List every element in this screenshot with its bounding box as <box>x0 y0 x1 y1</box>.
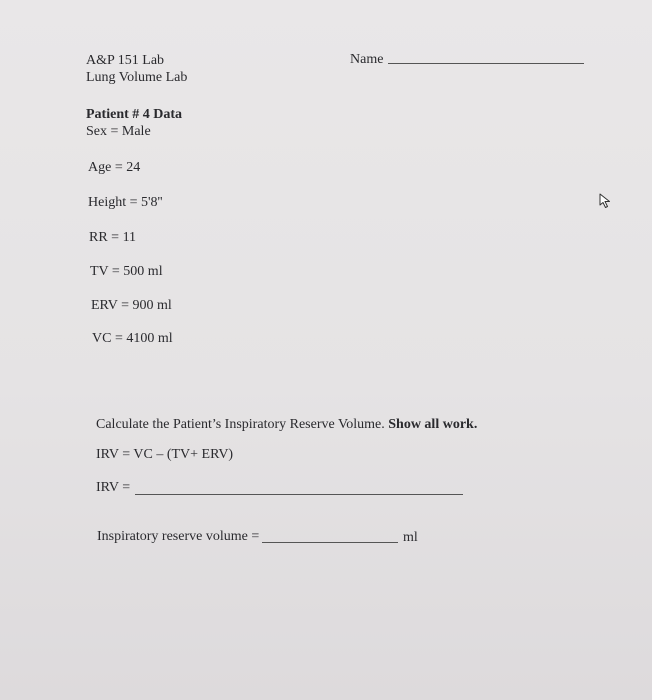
lab-title: Lung Volume Lab <box>86 70 188 85</box>
name-field-line[interactable] <box>388 63 584 64</box>
mouse-cursor-icon <box>599 193 613 209</box>
irv-label: IRV = <box>96 480 131 495</box>
patient-vc: VC = 4100 ml <box>92 331 173 346</box>
irv-formula: IRV = VC – (TV+ ERV) <box>96 447 234 462</box>
name-label: Name <box>350 52 384 67</box>
patient-height: Height = 5'8'' <box>88 195 163 210</box>
patient-sex: Sex = Male <box>86 124 151 139</box>
patient-tv: TV = 500 ml <box>90 264 163 279</box>
irv-work-line[interactable] <box>135 494 463 495</box>
patient-data-heading: Patient # 4 Data <box>86 107 183 122</box>
show-work-emphasis: Show all work. <box>388 417 478 432</box>
patient-rr: RR = 11 <box>89 230 137 245</box>
question-prompt <box>96 417 477 433</box>
patient-erv: ERV = 900 ml <box>91 298 172 313</box>
question-text: Calculate the Patient’s Inspiratory Reserve Volume. <box>96 417 385 432</box>
answer-unit: ml <box>403 530 418 545</box>
answer-blank-line[interactable] <box>262 542 398 543</box>
patient-age: Age = 24 <box>88 160 141 175</box>
course-title: A&P 151 Lab <box>86 53 165 68</box>
answer-label: Inspiratory reserve volume = <box>97 529 260 544</box>
